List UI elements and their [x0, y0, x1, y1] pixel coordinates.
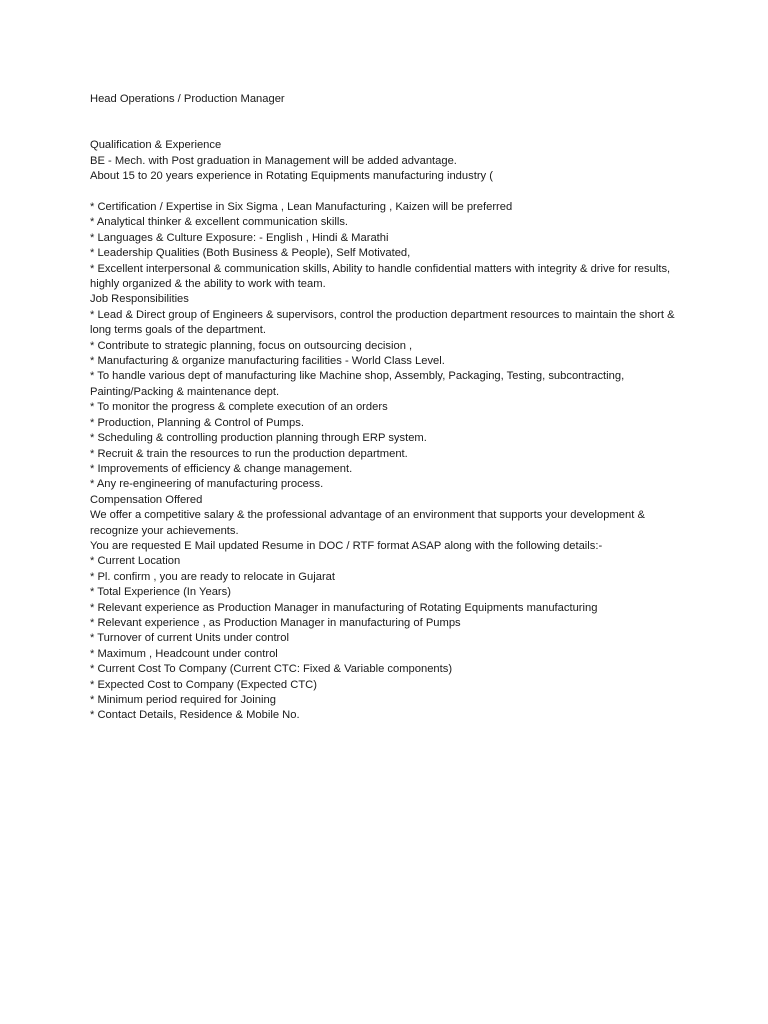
- details-bullet: * Pl. confirm , you are ready to relocate in Gujarat: [90, 570, 335, 583]
- qualification-bullet: * Excellent interpersonal & communication skills, Ability to handle confidential matters with integrity & drive for results, highly organized & the ability to work with team.: [90, 262, 671, 291]
- qualification-line: About 15 to 20 years experience in Rotating Equipments manufacturing industry (: [90, 170, 493, 183]
- document-body: [90, 92, 682, 724]
- responsibility-bullet: * Recruit & train the resources to run the production department.: [90, 447, 408, 460]
- responsibility-bullet: * Any re-engineering of manufacturing process.: [90, 478, 324, 491]
- compensation-heading: Compensation Offered: [90, 493, 203, 506]
- compensation-line: We offer a competitive salary & the professional advantage of an environment that supports your development & recognize your achievements.: [90, 509, 645, 537]
- details-bullet: * Maximum , Headcount under control: [90, 647, 278, 660]
- blank-line: [90, 185, 682, 200]
- qualification-bullet: * Languages & Culture Exposure: - English , Hindi & Marathi: [90, 231, 389, 244]
- details-bullet: * Relevant experience as Production Manager in manufacturing of Rotating Equipments manufacturing: [90, 601, 598, 614]
- details-bullet: * Contact Details, Residence & Mobile No.: [90, 709, 300, 722]
- responsibilities-heading: Job Responsibilities: [90, 293, 189, 306]
- qualification-bullet: * Certification / Expertise in Six Sigma , Lean Manufacturing , Kaizen will be preferred: [90, 201, 513, 214]
- qualification-heading: Qualification & Experience: [90, 139, 222, 152]
- responsibility-bullet: * Manufacturing & organize manufacturing facilities - World Class Level.: [90, 355, 445, 368]
- details-bullet: * Relevant experience , as Production Manager in manufacturing of Pumps: [90, 616, 461, 629]
- responsibility-bullet: * Scheduling & controlling production planning through ERP system.: [90, 432, 427, 445]
- details-bullet: * Current Location: [90, 555, 181, 568]
- responsibility-bullet: * Contribute to strategic planning, focus on outsourcing decision ,: [90, 339, 413, 352]
- details-bullet: * Current Cost To Company (Current CTC: Fixed & Variable components): [90, 663, 453, 676]
- responsibility-bullet: * To monitor the progress & complete execution of an orders: [90, 401, 388, 414]
- qualification-bullet: * Analytical thinker & excellent communication skills.: [90, 216, 349, 229]
- document-title: Head Operations / Production Manager: [90, 93, 285, 105]
- compensation-line: You are requested E Mail updated Resume in DOC / RTF format ASAP along with the following details:-: [90, 539, 603, 552]
- details-bullet: * Minimum period required for Joining: [90, 694, 276, 707]
- responsibility-bullet: * Production, Planning & Control of Pumps.: [90, 416, 304, 429]
- details-bullet: * Total Experience (In Years): [90, 586, 231, 599]
- details-bullet: * Turnover of current Units under control: [90, 632, 289, 645]
- qualification-bullet: * Leadership Qualities (Both Business & People), Self Motivated,: [90, 247, 411, 260]
- qualification-line: BE - Mech. with Post graduation in Management will be added advantage.: [90, 154, 457, 167]
- responsibility-bullet: * To handle various dept of manufacturing like Machine shop, Assembly, Packaging, Testing, subcontracting, Painting/Packing & maintenance dept.: [90, 370, 625, 398]
- responsibility-bullet: * Improvements of efficiency & change management.: [90, 462, 353, 475]
- responsibility-bullet: * Lead & Direct group of Engineers & supervisors, control the production department resources to maintain the short & long terms goals of the department.: [90, 308, 675, 337]
- details-bullet: * Expected Cost to Company (Expected CTC): [90, 678, 317, 691]
